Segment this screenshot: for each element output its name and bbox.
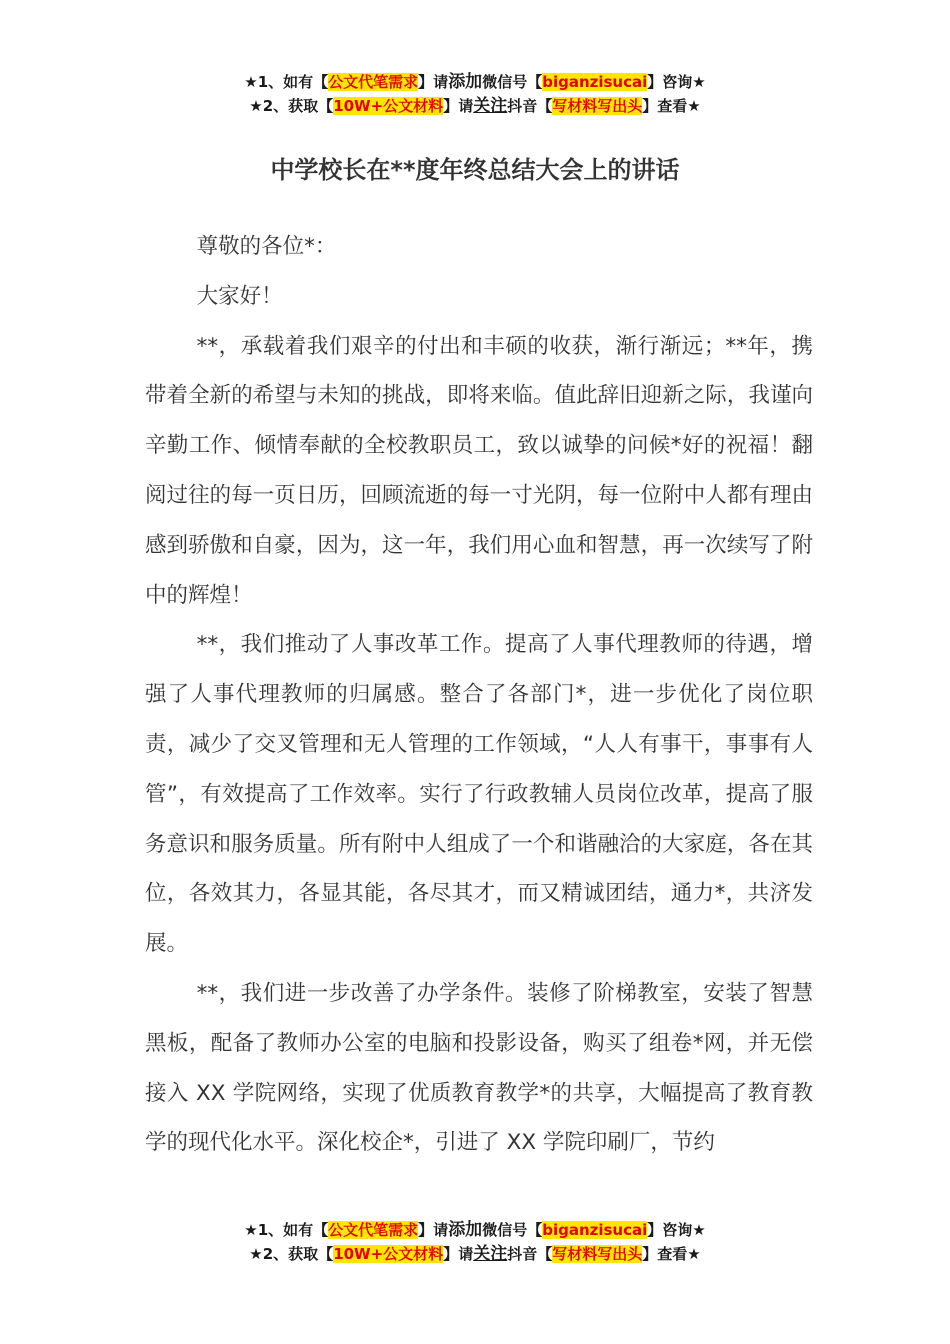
paragraph: **，承载着我们艰辛的付出和丰硕的收获，渐行渐远；**年，携带着全新的希望与未知的挑战，即将来临。值此辞旧迎新之际，我谨向辛勤工作、倾情奉献的全校教职员工，致以诚挚的问候*好的祝福！翻阅过往的每一页日历，回顾流逝的每一寸光阴，每一位附中人都有理由感到骄傲和自豪，因为，这一年，我们用心血和智慧，再一次续写了附中的辉煌！: [145, 333, 813, 608]
banner-text: 】请: [443, 1245, 474, 1263]
footer-banner-line-2: [0, 1242, 950, 1266]
banner-emphasis: 添加: [448, 1220, 483, 1240]
banner-highlight: 10W+公文材料: [333, 1245, 444, 1263]
banner-highlight-wechat: biganzisucai: [542, 1221, 648, 1239]
banner-text: ★2、获取【: [249, 97, 334, 115]
banner-text: ★1、如有【: [244, 73, 329, 91]
banner-emphasis: 关注: [473, 1244, 508, 1264]
banner-highlight: 10W+公文材料: [333, 97, 444, 115]
banner-highlight-douyin: 写材料写出头: [552, 1245, 643, 1263]
banner-text: 抖音【: [507, 97, 553, 115]
banner-text: 微信号【: [482, 1221, 543, 1239]
banner-text: 】咨询★: [647, 73, 706, 91]
banner-highlight: 公文代笔需求: [328, 1221, 419, 1239]
greeting: 大家好！: [196, 283, 283, 309]
paragraph: **，我们进一步改善了办学条件。装修了阶梯教室，安装了智慧黑板，配备了教师办公室的电脑和投影设备，购买了组卷*网，并无偿接入 XX 学院网络，实现了优质教育教学*的共享，大幅提高了教育教学的现代化水平。深化校企*，引进了 XX 学院印刷厂，节约: [145, 980, 813, 1156]
document-body: [145, 222, 813, 1168]
banner-text: 抖音【: [507, 1245, 553, 1263]
salutation: 尊敬的各位*：: [196, 234, 337, 259]
banner-text: 】查看★: [642, 97, 701, 115]
banner-text: 】咨询★: [647, 1221, 706, 1239]
banner-highlight-wechat: biganzisucai: [542, 73, 648, 91]
header-banner-line-2: [0, 94, 950, 118]
banner-highlight: 公文代笔需求: [328, 73, 419, 91]
banner-text: ★2、获取【: [249, 1245, 334, 1263]
banner-text: 】请: [418, 1221, 449, 1239]
footer-banner: [0, 1218, 950, 1266]
banner-text: 】请: [443, 97, 474, 115]
header-banner: [0, 70, 950, 118]
document-title: 中学校长在**度年终总结大会上的讲话: [270, 156, 680, 184]
banner-text: ★1、如有【: [244, 1221, 329, 1239]
banner-text: 】请: [418, 73, 449, 91]
banner-text: 微信号【: [482, 73, 543, 91]
header-banner-line-1: [0, 70, 950, 94]
banner-emphasis: 关注: [473, 96, 508, 116]
footer-banner-line-1: [0, 1218, 950, 1242]
banner-emphasis: 添加: [448, 72, 483, 92]
paragraph: **，我们推动了人事改革工作。提高了人事代理教师的待遇，增强了人事代理教师的归属感。整合了各部门*，进一步优化了岗位职责，减少了交叉管理和无人管理的工作领域，“人人有事干，事事有人管”，有效提高了工作效率。实行了行政教辅人员岗位改革，提高了服务意识和服务质量。所有附中人组成了一个和谐融洽的大家庭，各在其位，各效其力，各显其能，各尽其才，而又精诚团结，通力*，共济发展。: [145, 632, 813, 957]
banner-text: 】查看★: [642, 1245, 701, 1263]
banner-highlight-douyin: 写材料写出头: [552, 97, 643, 115]
